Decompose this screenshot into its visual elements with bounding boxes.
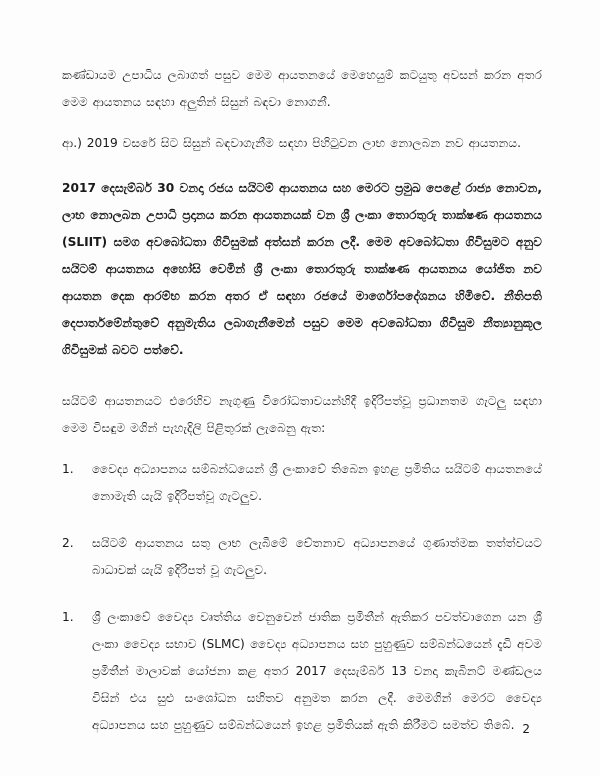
list-item xyxy=(62,604,542,739)
paragraph-agreement: 2017 දෙසැම්බර් 30 වනදා රජය සයිටම් ආයතනය සහ මෙරට ප්‍රමුඛ පෙළේ රාජ්‍ය නොවන, ලාභ නොලබන උපාධි ප්‍රදානය කරන ආයතනයක් වන ශ්‍රී ලංකා තොරතුරු තාක්ෂණ ආයතනය (SLIIT) සමග අවබෝධතා ගිවිසුමක් අත්සන් කරන ලදී. මෙම අවබෝධතා ගිවිසුමට අනුව සයිටම් ආයතනය අහෝසි වෙමින් ශ්‍රී ලංකා තොරතුරු තාක්ෂණ ආයතනය යෝජිත නව ආයතන දෙක ආරම්භ කරන අතර ඒ සඳහා රජයේ මාර්ගෝපදේශනය හිමිවේ. නීතිපති දෙපාර්තමේන්තුවේ අනුමැතිය ලබාගැනීමෙන් පසුව මෙම අවබෝධතා ගිවිසුම නීත්‍යානුකූල ගිවිසුමක් බවට පත්වේ. xyxy=(62,181,542,357)
list-item xyxy=(62,530,542,584)
list-text: සයිටම් ආයතනය සතු ලාභ ලැබීමේ චේතනාව අධ්‍යාපනයේ ගුණාත්මක තත්ත්වයට බාධාවක් යැයි ඉදිරිපත් වූ ගැටලුව. xyxy=(92,536,542,577)
list-number: 2. xyxy=(62,536,74,550)
page-number: 2 xyxy=(522,722,530,736)
issues-list xyxy=(62,456,542,739)
list-number: 1. xyxy=(62,610,74,624)
list-number: 1. xyxy=(62,462,74,476)
list-item xyxy=(62,456,542,510)
list-text: ශ්‍රී ලංකාවේ වෛද්‍ය වෘත්තිය වෙනුවෙන් ජාතික ප්‍රමිතීන් ඇතිකර පවත්වාගෙන යන ශ්‍රී ලංකා වෛද්‍ය සභාව (SLMC) වෛද්‍ය අධ්‍යාපනය සහ පුහුණුව සම්බන්ධයෙන් දැඩි අවම ප්‍රමිතීන් මාලාවක් යෝජනා කළ අතර 2017 දෙසැම්බර් 13 වනදා කැබිනට් මණ්ඩලය විසින් එය සුළු සංශෝධන සහිතව අනුමත කරන ලදී. මෙමගින් මෙරට වෛද්‍ය අධ්‍යාපනය සහ පුහුණුව සම්බන්ධයෙන් ඉහළ ප්‍රමිතියක් ඇති කිරීමට සමත්ව තිබේ. xyxy=(92,610,542,732)
paragraph-continuation: කණ්ඩායම උපාධිය ලබාගත් පසුව මෙම ආයතනයේ මෙහෙයුම් කටයුතු අවසන් කරන අතර මෙම ආයතනය සඳහා අලුතින් සිසුන් බඳවා නොගනී. xyxy=(62,68,542,109)
section-heading: ආ.) 2019 වසරේ සිට සිසුන් බඳවාගැනීම සඳහා පිහිටුවන ලාභ නොලබන නව ආයතනය. xyxy=(62,136,522,150)
list-text: වෛද්‍ය අධ්‍යාපනය සම්බන්ධයෙන් ශ්‍රී ලංකාවේ තිබෙන ඉහළ ප්‍රමිතිය සයිටම් ආයතනයේ නොමැති යැයි ඉදිරිපත්වූ ගැටලුව. xyxy=(92,462,542,503)
paragraph-intro-list: සයිටම් ආයතනයට එරෙහිව නැගුණු විරෝධතාවයන්හිදී ඉදිරිපත්වූ ප්‍රධානතම ගැටලු සඳහා මෙම විසඳුම මගින් පැහැදිලි පිළිතුරක් ලැබෙනු ඇත: xyxy=(62,394,542,435)
